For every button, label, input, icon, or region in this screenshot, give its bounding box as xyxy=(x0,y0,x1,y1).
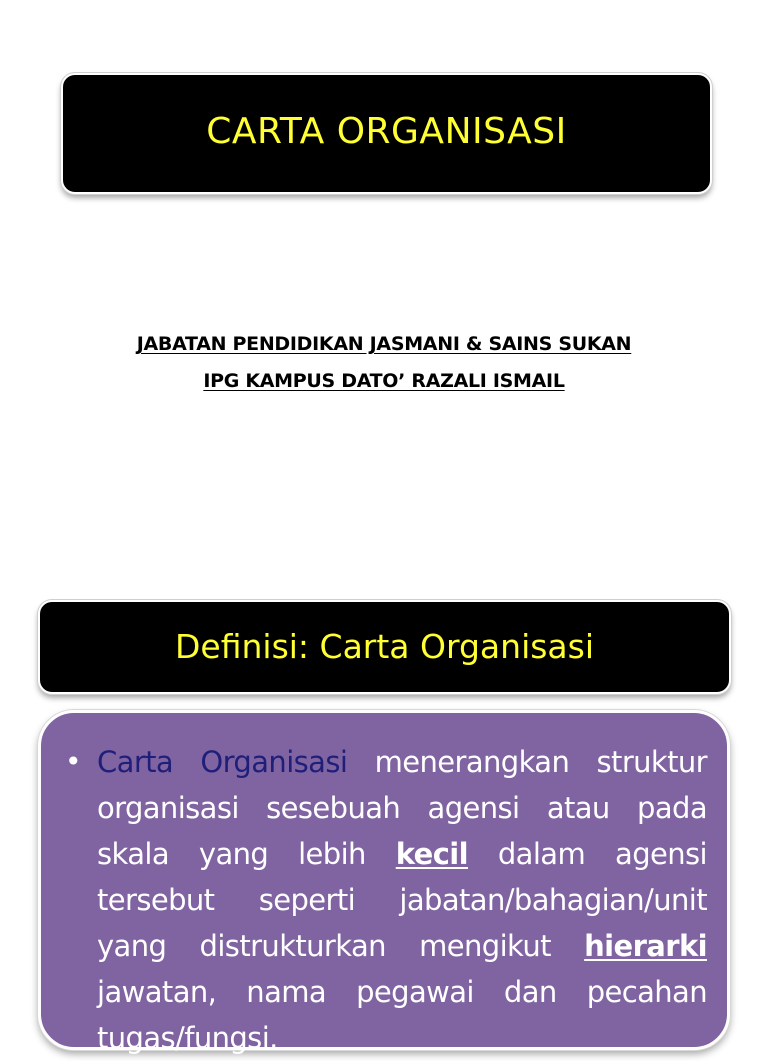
emphasis-kecil: kecil xyxy=(395,837,468,871)
definition-content-box xyxy=(38,710,730,1055)
definition-heading: Definisi: Carta Organisasi xyxy=(174,626,595,666)
paragraph-text-1: menerangkan struktur organisasi sesebuah agensi atau pada skala yang lebih xyxy=(97,745,707,871)
slide-title: CARTA ORGANISASI xyxy=(206,111,567,152)
paragraph-text-3: jawatan, nama pegawai dan pecahan tugas/fungsi. xyxy=(97,975,707,1055)
emphasis-hierarki: hierarki xyxy=(584,929,707,963)
bullet-icon: • xyxy=(65,745,82,778)
department-name: JABATAN PENDIDIKAN JASMANI & SAINS SUKAN xyxy=(136,333,632,355)
definition-banner xyxy=(38,600,731,694)
campus-name: IPG KAMPUS DATO’ RAZALI ISMAIL xyxy=(203,370,565,392)
title-banner xyxy=(61,73,712,194)
defined-term: Carta Organisasi xyxy=(97,745,348,779)
definition-paragraph xyxy=(97,739,707,1061)
paragraph-text-2: dalam agensi tersebut seperti jabatan/bahagian/unit yang distrukturkan mengikut xyxy=(97,837,707,963)
definition-bullet xyxy=(65,739,707,1061)
